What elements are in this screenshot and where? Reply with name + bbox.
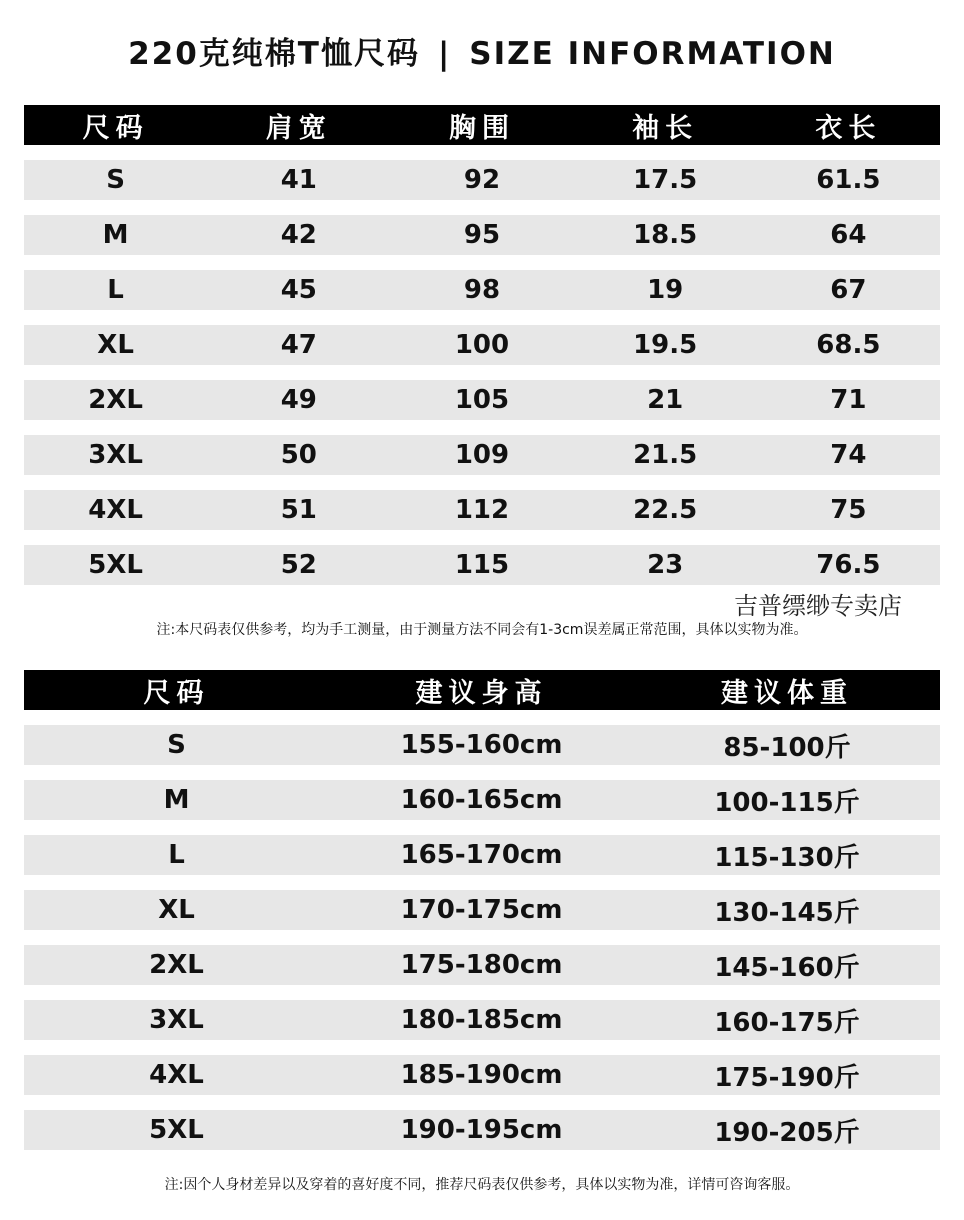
table-cell: 115-130斤 xyxy=(714,842,860,873)
table-cell: L xyxy=(168,840,185,870)
table-cell: 185-190cm xyxy=(400,1060,563,1090)
page-title xyxy=(0,28,964,73)
table-cell: 71 xyxy=(830,385,867,415)
table-cell: 76.5 xyxy=(816,550,881,580)
table-cell: XL xyxy=(97,330,134,360)
table-cell: 68.5 xyxy=(816,330,881,360)
table-cell: 61.5 xyxy=(816,165,881,195)
table-cell: 45 xyxy=(280,275,317,305)
table-row xyxy=(24,835,940,875)
table-row xyxy=(24,270,940,310)
table-cell: M xyxy=(163,785,190,815)
size-table-header xyxy=(24,105,940,145)
table-cell: 112 xyxy=(454,495,510,525)
table-row xyxy=(24,435,940,475)
measurement-note: 注:本尺码表仅供参考，均为手工测量，由于测量方法不同会有1-3cm误差属正常范围，具体以实物为准。 xyxy=(156,622,808,638)
table-cell: 160-165cm xyxy=(400,785,563,815)
table-cell: 175-180cm xyxy=(400,950,563,980)
table-cell: 175-190斤 xyxy=(714,1062,860,1093)
table-cell: 145-160斤 xyxy=(714,952,860,983)
table-cell: 95 xyxy=(463,220,501,250)
table-row xyxy=(24,545,940,585)
table-cell: L xyxy=(107,275,124,305)
table-cell: 49 xyxy=(280,385,317,415)
table-cell: 98 xyxy=(463,275,501,305)
table-cell: 92 xyxy=(463,165,501,195)
table-row xyxy=(24,1055,940,1095)
recommend-table xyxy=(24,670,940,1165)
table-cell: S xyxy=(167,730,186,760)
table-cell: M xyxy=(102,220,129,250)
table-cell: 2XL xyxy=(88,385,143,415)
table-cell: 85-100斤 xyxy=(723,732,851,763)
table-cell: 23 xyxy=(647,550,684,580)
table-cell: 51 xyxy=(280,495,317,525)
table-row xyxy=(24,780,940,820)
header-cell: 肩宽 xyxy=(265,112,332,144)
table-cell: 155-160cm xyxy=(400,730,563,760)
table-cell: XL xyxy=(158,895,195,925)
table-row xyxy=(24,160,940,200)
table-cell: 21.5 xyxy=(633,440,698,470)
table-cell: 105 xyxy=(454,385,510,415)
title-en: SIZE INFORMATION xyxy=(469,36,836,72)
size-table xyxy=(24,105,940,600)
header-cell: 衣长 xyxy=(815,112,882,144)
header-cell: 胸围 xyxy=(448,112,515,144)
table-cell: 47 xyxy=(280,330,317,360)
table-cell: 100 xyxy=(454,330,510,360)
table-row xyxy=(24,1000,940,1040)
table-cell: 180-185cm xyxy=(400,1005,563,1035)
table-cell: 67 xyxy=(830,275,867,305)
table-cell: 170-175cm xyxy=(400,895,563,925)
table-cell: 109 xyxy=(454,440,510,470)
table-cell: 2XL xyxy=(149,950,204,980)
store-watermark: 吉普缥缈专卖店 xyxy=(734,592,902,620)
table-cell: 19 xyxy=(647,275,684,305)
table-cell: 42 xyxy=(280,220,317,250)
table-row xyxy=(24,215,940,255)
table-cell: 115 xyxy=(454,550,510,580)
header-cell: 尺码 xyxy=(82,112,149,144)
recommend-table-header xyxy=(24,670,940,710)
table-cell: 64 xyxy=(830,220,867,250)
table-cell: 22.5 xyxy=(633,495,698,525)
table-cell: 100-115斤 xyxy=(714,787,860,818)
table-cell: 160-175斤 xyxy=(714,1007,860,1038)
table-cell: 18.5 xyxy=(633,220,698,250)
header-cell: 袖长 xyxy=(632,112,699,144)
table-cell: 4XL xyxy=(149,1060,204,1090)
title-cn: 220克纯棉T恤尺码 xyxy=(128,36,420,72)
header-cell: 建议身高 xyxy=(415,677,548,709)
table-row xyxy=(24,725,940,765)
table-row xyxy=(24,1110,940,1150)
title-separator: | xyxy=(437,36,452,72)
table-row xyxy=(24,890,940,930)
table-cell: 165-170cm xyxy=(400,840,563,870)
table-cell: 41 xyxy=(280,165,317,195)
table-cell: 3XL xyxy=(88,440,143,470)
table-cell: 17.5 xyxy=(633,165,698,195)
table-row xyxy=(24,380,940,420)
table-cell: 5XL xyxy=(149,1115,204,1145)
table-cell: 4XL xyxy=(88,495,143,525)
table-cell: 74 xyxy=(830,440,867,470)
header-cell: 建议体重 xyxy=(721,677,853,709)
table-cell: 19.5 xyxy=(633,330,698,360)
recommend-note: 注:因个人身材差异以及穿着的喜好度不同，推荐尺码表仅供参考，具体以实物为准，详情可咨询客服。 xyxy=(164,1177,800,1193)
table-cell: 75 xyxy=(830,495,867,525)
header-cell: 尺码 xyxy=(143,677,210,709)
table-row xyxy=(24,945,940,985)
table-cell: 5XL xyxy=(88,550,143,580)
table-cell: 130-145斤 xyxy=(714,897,860,928)
table-row xyxy=(24,490,940,530)
table-cell: 190-205斤 xyxy=(714,1117,860,1148)
table-cell: 50 xyxy=(280,440,317,470)
table-cell: 3XL xyxy=(149,1005,204,1035)
table-row xyxy=(24,325,940,365)
table-cell: 52 xyxy=(280,550,317,580)
table-cell: S xyxy=(106,165,125,195)
table-cell: 190-195cm xyxy=(400,1115,563,1145)
table-cell: 21 xyxy=(647,385,684,415)
